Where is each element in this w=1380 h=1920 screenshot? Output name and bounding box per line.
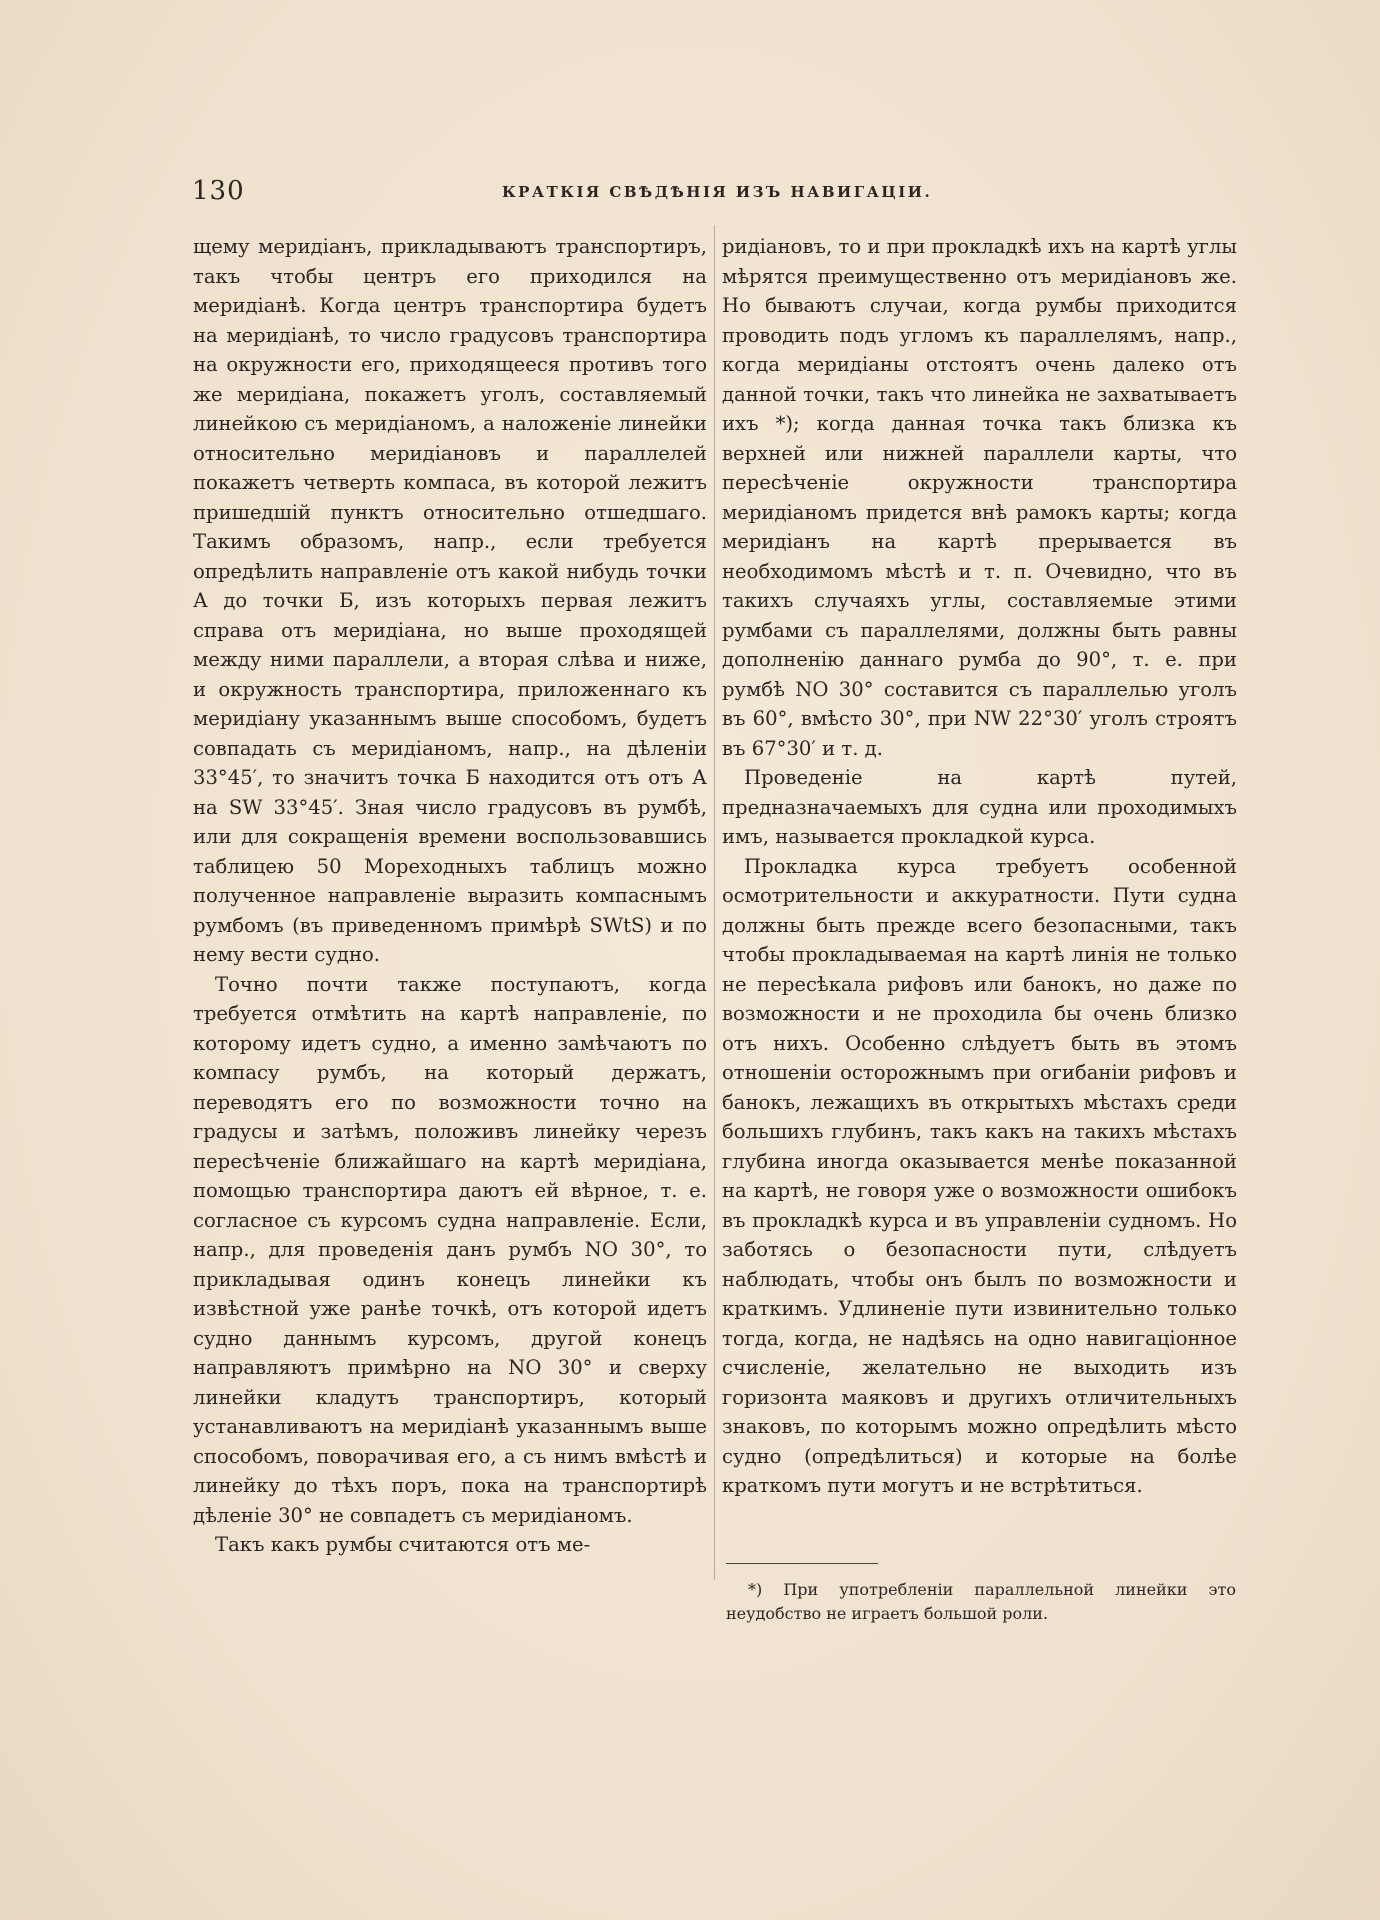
column-divider xyxy=(714,225,715,1580)
page-number: 130 xyxy=(192,176,245,206)
footnote-text: *) При употребленіи параллельной линейки это неудобство не играетъ большой роли. xyxy=(726,1580,1236,1623)
running-title: КРАТКІЯ СВѢДѢНІЯ ИЗЪ НАВИГАЦІИ. xyxy=(502,183,933,201)
footnote-rule xyxy=(726,1563,878,1564)
paragraph: Такъ какъ румбы считаются отъ ме- xyxy=(215,1533,591,1556)
paragraph: Прокладка курса требуетъ особенной осмотрительности и аккуратности. Пути судна должны быть прежде всего безопасными, такъ чтобы прокладываемая на картѣ линія не только не пересѣкала рифовъ или банокъ, но даже по возможности и не проходила бы очень близко отъ нихъ. Особенно слѣдуетъ быть въ этомъ отношеніи осторожнымъ при огибаніи рифовъ и банокъ, лежащихъ въ открытыхъ мѣстахъ среди большихъ глубинъ, такъ какъ на такихъ мѣстахъ глубина иногда оказывается менѣе показанной на картѣ, не говоря уже о возможности ошибокъ въ прокладкѣ курса и въ управленіи судномъ. Но заботясь о безопасности пути, слѣдуетъ наблюдать, чтобы онъ былъ по возможности и краткимъ. Удлиненіе пути извинительно только тогда, когда, не надѣясь на одно навигаціонное счисленіе, желательно не выходить изъ горизонта маяковъ и другихъ отличительныхъ знаковъ, по которымъ можно опредѣлить мѣсто судно (опредѣлиться) и которые на болѣе краткомъ пути могутъ и не встрѣтиться. xyxy=(722,854,1237,1497)
footnote xyxy=(726,1578,1236,1626)
paragraph: щему меридіанъ, прикладываютъ транспортиръ, такъ чтобы центръ его приходился на меридіанѣ. Когда центръ транспортира будетъ на меридіанѣ, то число градусовъ транспортира на окружности его, приходящееся противъ того же меридіана, покажетъ уголъ, составляемый линейкою съ меридіаномъ, а наложеніе линейки относительно меридіановъ и параллелей покажетъ четверть компаса, въ которой лежитъ пришедшій пунктъ относительно отшедшаго. Такимъ образомъ, напр., если требуется опредѣлить направленіе отъ какой нибудь точки А до точки Б, изъ которыхъ первая лежитъ справа отъ меридіана, но выше проходящей между ними параллели, а вторая слѣва и ниже, и окружность транспортира, приложеннаго къ меридіану указаннымъ выше способомъ, будетъ совпадать съ меридіаномъ, напр., на дѣленіи 33°45′, то значитъ точка Б находится отъ отъ А на SW 33°45′. Зная число градусовъ въ румбѣ, или для сокращенія времени воспользовавшись таблицею 50 Мореходныхъ таблицъ можно полученное направленіе выразить компаснымъ румбомъ (въ приведенномъ примѣрѣ SWtS) и по нему вести судно. xyxy=(193,235,707,966)
right-column xyxy=(722,232,1237,1501)
paragraph: ридіановъ, то и при прокладкѣ ихъ на картѣ углы мѣрятся преимущественно отъ меридіановъ же. Но бываютъ случаи, когда румбы приходится проводить подъ угломъ къ параллелямъ, напр., когда меридіаны отстоятъ очень далеко отъ данной точки, такъ что линейка не захватываетъ ихъ *); когда данная точка такъ близка къ верхней или нижней параллели карты, что пересѣченіе окружности транспортира меридіаномъ придется внѣ рамокъ карты; когда меридіанъ на картѣ прерывается въ необходимомъ мѣстѣ и т. п. Очевидно, что въ такихъ случаяхъ углы, составляемые этими румбами съ параллелями, должны быть равны дополненію даннаго румба до 90°, т. е. при румбѣ NO 30° составится съ параллелью уголъ въ 60°, вмѣсто 30°, при NW 22°30′ уголъ строятъ въ 67°30′ и т. д. xyxy=(722,235,1237,760)
left-column xyxy=(193,232,707,1560)
paragraph: Проведеніе на картѣ путей, предназначаемыхъ для судна или проходимыхъ имъ, называется прокладкой курса. xyxy=(722,766,1237,848)
paragraph: Точно почти также поступаютъ, когда требуется отмѣтить на картѣ направленіе, по которому идетъ судно, а именно замѣчаютъ по компасу румбъ, на который держатъ, переводятъ его по возможности точно на градусы и затѣмъ, положивъ линейку черезъ пересѣченіе ближайшаго на картѣ меридіана, помощью транспортира даютъ ей вѣрное, т. е. согласное съ курсомъ судна направленіе. Если, напр., для проведенія данъ румбъ NO 30°, то прикладывая одинъ конецъ линейки къ извѣстной уже ранѣе точкѣ, отъ которой идетъ судно даннымъ курсомъ, другой конецъ направляютъ примѣрно на NO 30° и сверху линейки кладутъ транспортиръ, который устанавливаютъ на меридіанѣ указаннымъ выше способомъ, поворачивая его, а съ нимъ вмѣстѣ и линейку до тѣхъ поръ, пока на транспортирѣ дѣленіе 30° не совпадетъ съ меридіаномъ. xyxy=(193,972,707,1527)
page-header xyxy=(192,176,1242,206)
